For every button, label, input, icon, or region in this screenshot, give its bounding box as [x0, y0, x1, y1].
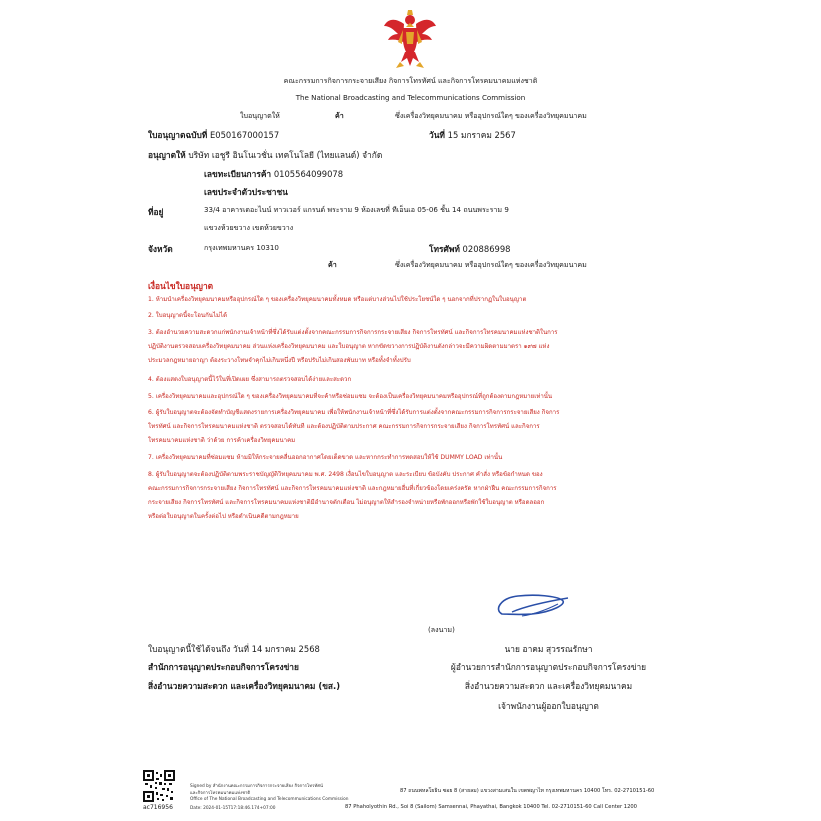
- signer-name: นาย อาคม สุวรรณรักษา: [504, 644, 593, 654]
- trade-label: ค้า: [335, 111, 344, 120]
- conditions-list: [148, 293, 678, 538]
- condition-line: โทรคมนาคมแห่งชาติ ว่าด้วย การค้าเครื่องวิทยุคมนาคม: [148, 437, 296, 444]
- commerce-reg-number: 0105564099078: [273, 169, 344, 179]
- garuda-emblem: [382, 8, 438, 72]
- signed-label: (ลงนาม): [428, 625, 455, 634]
- qr-code-icon: [143, 770, 175, 802]
- signed-by-thai: Signed by สำนักงานคณะกรรมการกิจการกระจายเสียง กิจการโทรทัศน์: [190, 784, 323, 789]
- address-line-1: 33/4 อาคารเดอะไนน์ ทาวเวอร์ แกรนด์ พระราม 9 ห้องเลขที่ ทีเอ็นเอ 05-06 ชั้น 14 ถนนพระราม 9: [204, 205, 509, 214]
- commerce-reg-label: เลขทะเบียนการค้า: [204, 169, 272, 179]
- office-line-2: สิ่งอำนวยความสะดวก และเครื่องวิทยุคมนาคม (ขส.): [148, 681, 341, 691]
- condition-line: 2. ใบอนุญาตนี้จะโอนกันไม่ได้: [148, 312, 228, 319]
- grantee-label: อนุญาตให้: [148, 150, 186, 160]
- condition-line: 6. ผู้รับใบอนุญาตจะต้องจัดทำบัญชีแสดงรายการเครื่องวิทยุคมนาคม เพื่อให้พนักงานเจ้าหน้าที่ซึ่งได้รับการแต่งตั้งจากคณะกรรมการกิจการกระจายเสียง กิจการ: [148, 409, 560, 416]
- garuda-emblem-icon: [382, 8, 438, 72]
- footer-address-thai: 87 ถนนพหลโยธิน ซอย 8 (สายลม) แขวงสามเสนใน เขตพญาไท กรุงเทพมหานคร 10400 โทร. 02-2710151-60: [400, 788, 655, 794]
- phone-label: โทรศัพท์: [429, 244, 460, 254]
- signer-office: สิ่งอำนวยความสะดวก และเครื่องวิทยุคมนาคม: [464, 681, 633, 691]
- license-number-label: ใบอนุญาตฉบับที่: [148, 130, 208, 140]
- condition-line: ปฏิบัติงานตรวจสอบเครื่องวิทยุคมนาคม ส่วนแห่งเครื่องวิทยุคมนาคม และใบอนุญาต หากขัดขวางการปฏิบัติงานดังกล่าวจะมีความผิดตามมาตรา ๑๙๗ แห่ง: [148, 343, 550, 350]
- footer-address-english: 87 Phaholyothin Rd., Soi 8 (Sailom) Samsennai, Phayathai, Bangkok 10400 Tel. 02-2710151-60 Call Center 1200: [345, 804, 637, 810]
- condition-line: 5. เครื่องวิทยุคมนาคมและอุปกรณ์ใด ๆ ของเครื่องวิทยุคมนาคมที่จะค้าหรือซ่อมแซม จะต้องเป็นเครื่องวิทยุคมนาคมหรืออุปกรณ์ที่ถูกต้องตามกฎหมายเท่านั้น: [148, 393, 553, 400]
- qr-code-id: ac716956: [143, 804, 173, 811]
- trade-description-2: ซึ่งเครื่องวิทยุคมนาคม หรืออุปกรณ์ใดๆ ของเครื่องวิทยุคมนาคม: [395, 260, 587, 269]
- phone-row: [429, 242, 511, 256]
- signed-by-thai-2: และกิจการโทรคมนาคมแห่งชาติ: [190, 791, 251, 796]
- province-value: กรุงเทพมหานคร 10310: [204, 243, 279, 252]
- address-line-2: แขวงห้วยขวาง เขตห้วยขวาง: [204, 223, 294, 232]
- license-date-label: วันที่: [429, 130, 445, 140]
- trade-label-2: ค้า: [328, 260, 337, 269]
- license-date-row: [429, 128, 516, 142]
- condition-line: 7. เครื่องวิทยุคมนาคมที่ซ่อมแซม ห้ามมิให้กระจายคลื่นออกอากาศโดยเด็ดขาด และหากกระทำการทดสอบให้ใช้ DUMMY LOAD เท่านั้น: [148, 454, 503, 461]
- condition-line: กระจายเสียง กิจการโทรทัศน์ และกิจการโทรคมนาคมแห่งชาติมีอำนาจตักเตือน ไม่อนุญาตให้สำรองจำหน่ายหรือพักออกหรือพักใช้ใบอนุญาต หรือดลออก: [148, 499, 545, 506]
- condition-line: คณะกรรมการกิจการกระจายเสียง กิจการโทรทัศน์ และกิจการโทรคมนาคมแห่งชาติ และกฎหมายอื่นที่เกี่ยวข้องโดยเคร่งครัด หากฝ่าฝืน คณะกรรมการกิจการ: [148, 485, 557, 492]
- signed-by-english: Office of The National Broadcasting and Telecommunications Commission: [190, 797, 349, 802]
- citizen-id-label: เลขประจำตัวประชาชน: [204, 187, 288, 197]
- condition-line: โทรทัศน์ และกิจการโทรคมนาคมแห่งชาติ ตรวจสอบได้ทันที และต้องปฏิบัติตามประกาศ คณะกรรมการกิจการกระจายเสียง กิจการโทรทัศน์ และกิจการ: [148, 423, 540, 430]
- license-type-label: ใบอนุญาตให้: [240, 111, 280, 120]
- validity-date: ใบอนุญาตนี้ใช้ได้จนถึง วันที่ 14 มกราคม 2568: [148, 644, 320, 654]
- office-line-1: สำนักการอนุญาตประกอบกิจการโครงข่าย: [148, 662, 299, 672]
- address-label: ที่อยู่: [148, 207, 164, 217]
- condition-line: หรือต่อใบอนุญาตในครั้งต่อไป หรือดำเนินคดีตามกฎหมาย: [148, 513, 299, 520]
- commerce-reg-row: [204, 167, 343, 181]
- license-date: 15 มกราคม 2567: [447, 130, 516, 140]
- province-label: จังหวัด: [148, 244, 173, 254]
- condition-line: 3. ต้องอำนวยความสะดวกแก่พนักงานเจ้าหน้าที่ซึ่งได้รับแต่งตั้งจากคณะกรรมการกิจการกระจายเสียง กิจการโทรทัศน์ และกิจการโทรคมนาคมแห่งชาติในการ: [148, 329, 558, 336]
- signed-date: Date: 2024-01-15T17:18:46.174+07:00: [190, 806, 276, 811]
- license-number: E050167000157: [209, 130, 280, 140]
- condition-line: 8. ผู้รับใบอนุญาตจะต้องปฏิบัติตามพระราชบัญญัติวิทยุคมนาคม พ.ศ. 2498 เงื่อนไขใบอนุญาต และระเบียบ ข้อบังคับ ประกาศ คำสั่ง หรือข้อกำหนด ของ: [148, 471, 543, 478]
- condition-line: 1. ห้ามนำเครื่องวิทยุคมนาคมหรืออุปกรณ์ใด ๆ ของเครื่องวิทยุคมนาคมทั้งหมด หรือแต่บางส่วนไปใช้ประโยชน์ใด ๆ นอกจากที่ปรากฏในใบอนุญาต: [148, 296, 527, 303]
- condition-line: 4. ต้องแสดงใบอนุญาตนี้ไว้ในที่เปิดเผย ซึ่งสามารถตรวจสอบได้ง่ายและสะดวก: [148, 376, 352, 383]
- signature-icon: [492, 590, 572, 622]
- agency-name-thai: คณะกรรมการกิจการกระจายเสียง กิจการโทรทัศน์ และกิจการโทรคมนาคมแห่งชาติ: [283, 76, 538, 85]
- trade-description: ซึ่งเครื่องวิทยุคมนาคม หรืออุปกรณ์ใดๆ ของเครื่องวิทยุคมนาคม: [395, 111, 587, 120]
- signer-role: เจ้าพนักงานผู้ออกใบอนุญาต: [498, 701, 599, 711]
- grantee-row: [148, 148, 382, 162]
- conditions-title: เงื่อนไขใบอนุญาต: [148, 281, 214, 291]
- license-number-row: [148, 128, 279, 142]
- qr-code: [143, 770, 175, 802]
- agency-name-english: The National Broadcasting and Telecommunications Commission: [295, 93, 526, 102]
- grantee-name: บริษัท เอชูรี อินโนเวชั่น เทคโนโลยี (ไทยแลนด์) จำกัด: [188, 150, 383, 160]
- signer-title: ผู้อำนวยการสำนักการอนุญาตประกอบกิจการโครงข่าย: [450, 662, 647, 672]
- phone-number: 020886998: [462, 244, 511, 254]
- condition-line: ประมวลกฎหมายอาญา ต้องระวางโทษจำคุกไม่เกินหนึ่งปี หรือปรับไม่เกินสองพันบาท หรือทั้งจำทั้งปรับ: [148, 357, 411, 364]
- signature-mark: [492, 590, 572, 622]
